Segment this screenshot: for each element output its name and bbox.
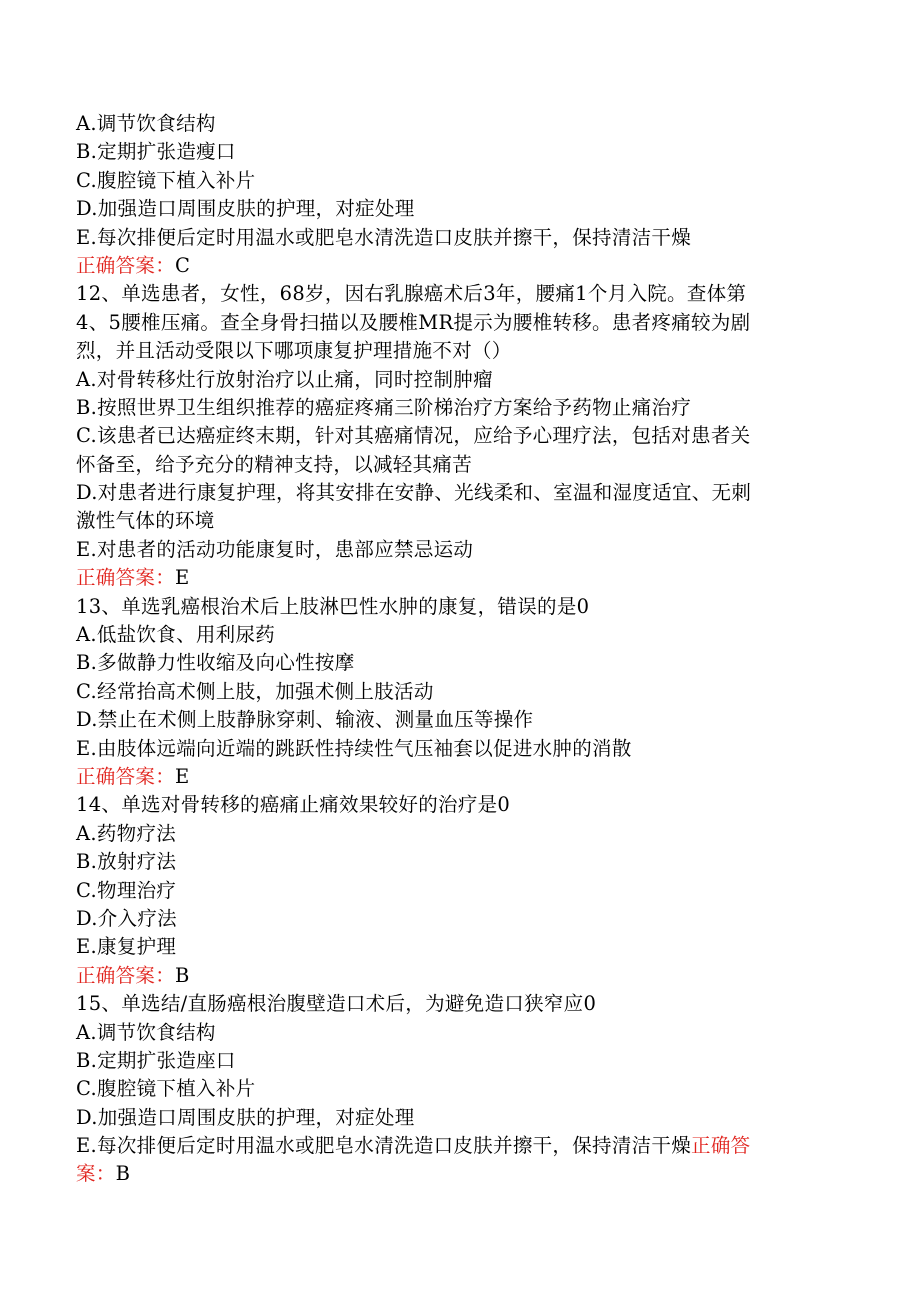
option-a: A.调节饮食结构 [76, 112, 216, 135]
question-13-stem: 13、单选乳癌根治术后上肢淋巴性水肿的康复，错误的是0 [76, 594, 590, 618]
correct-answer [76, 252, 824, 280]
correct-answer [76, 564, 824, 592]
answer-label: 正确答案： [76, 253, 176, 277]
answer-label: 正确答案： [76, 963, 176, 987]
answer-value: E [175, 764, 190, 788]
option-b: B.按照世界卫生组织推荐的癌症疼痛三阶梯治疗方案给予药物止痛治疗 [76, 395, 692, 419]
question-14-stem: 14、单选对骨转移的癌痛止痛效果较好的治疗是0 [76, 793, 511, 817]
option-d: D.加强造口周围皮肤的护理，对症处理 [76, 197, 415, 221]
correct-answer [76, 1160, 824, 1188]
answer-value: E [175, 566, 190, 590]
option-c: C.该患者已达癌症终末期，针对其癌痛情况，应给予心理疗法，包括对患者关 [76, 424, 751, 448]
answer-label: 正确答案： [76, 566, 176, 590]
answer-label-continued: 案： [76, 1162, 116, 1186]
option-d: D.禁止在术侧上肢静脉穿刺、输液、测量血压等操作 [76, 708, 534, 732]
option-d: D.对患者进行康复护理，将其安排在安静、光线柔和、室温和湿度适宜、无刺 [76, 481, 752, 505]
option-b: B.放射疗法 [76, 850, 177, 874]
question-12-stem-line-1: 12、单选患者，女性，68岁，因右乳腺癌术后3年，腰痛1个月入院。查体第 [76, 282, 747, 306]
option-e: E.每次排便后定时用温水或肥皂水清洗造口皮肤并擦干，保持清洁干燥 [76, 1134, 692, 1158]
option-a: A.调节饮食结构 [76, 1020, 216, 1044]
option-a: A.低盐饮食、用利尿药 [76, 623, 276, 647]
document-page [76, 110, 824, 1189]
option-d-continued: 激性气体的环境 [76, 509, 215, 533]
answer-label: 正确答案： [76, 764, 176, 788]
question-15-stem: 15、单选结/直肠癌根治腹壁造口术后，为避免造口狭窄应0 [76, 992, 597, 1016]
option-a: A.药物疗法 [76, 821, 177, 845]
option-c: C.腹腔镜下植入补片 [76, 168, 256, 192]
option-c: C.物理治疗 [76, 878, 177, 902]
option-d: D.加强造口周围皮肤的护理，对症处理 [76, 1105, 415, 1129]
answer-value: B [175, 963, 190, 987]
option-c: C.经常抬高术侧上肢，加强术侧上肢活动 [76, 679, 434, 703]
answer-label: 正确答 [691, 1134, 751, 1158]
option-b: B.定期扩张造瘦口 [76, 140, 236, 164]
question-12-stem-line-2: 4、5腰椎压痛。查全身骨扫描以及腰椎MR提示为腰椎转移。患者疼痛较为剧 [76, 310, 751, 334]
answer-value: C [175, 253, 191, 277]
option-c-continued: 怀备至，给予充分的精神支持，以减轻其痛苦 [76, 452, 473, 476]
option-c: C.腹腔镜下植入补片 [76, 1077, 256, 1101]
option-e-with-answer [76, 1132, 824, 1160]
option-e: E.由肢体远端向近端的跳跃性持续性气压袖套以促进水肿的消散 [76, 736, 632, 760]
correct-answer [76, 962, 824, 990]
question-12-stem-line-3: 烈，并且活动受限以下哪项康复护理措施不对（） [76, 339, 512, 363]
correct-answer [76, 763, 824, 791]
option-e: E.康复护理 [76, 935, 177, 959]
option-d: D.介入疗法 [76, 906, 177, 930]
option-e: E.对患者的活动功能康复时，患部应禁忌运动 [76, 537, 474, 561]
answer-value: B [115, 1162, 131, 1186]
option-a: A.对骨转移灶行放射治疗以止痛，同时控制肿瘤 [76, 367, 493, 391]
option-b: B.多做静力性收缩及向心性按摩 [76, 651, 355, 675]
option-e: E.每次排便后定时用温水或肥皂水清洗造口皮肤并擦干，保持清洁干燥 [76, 225, 692, 249]
option-b: B.定期扩张造座口 [76, 1048, 236, 1072]
